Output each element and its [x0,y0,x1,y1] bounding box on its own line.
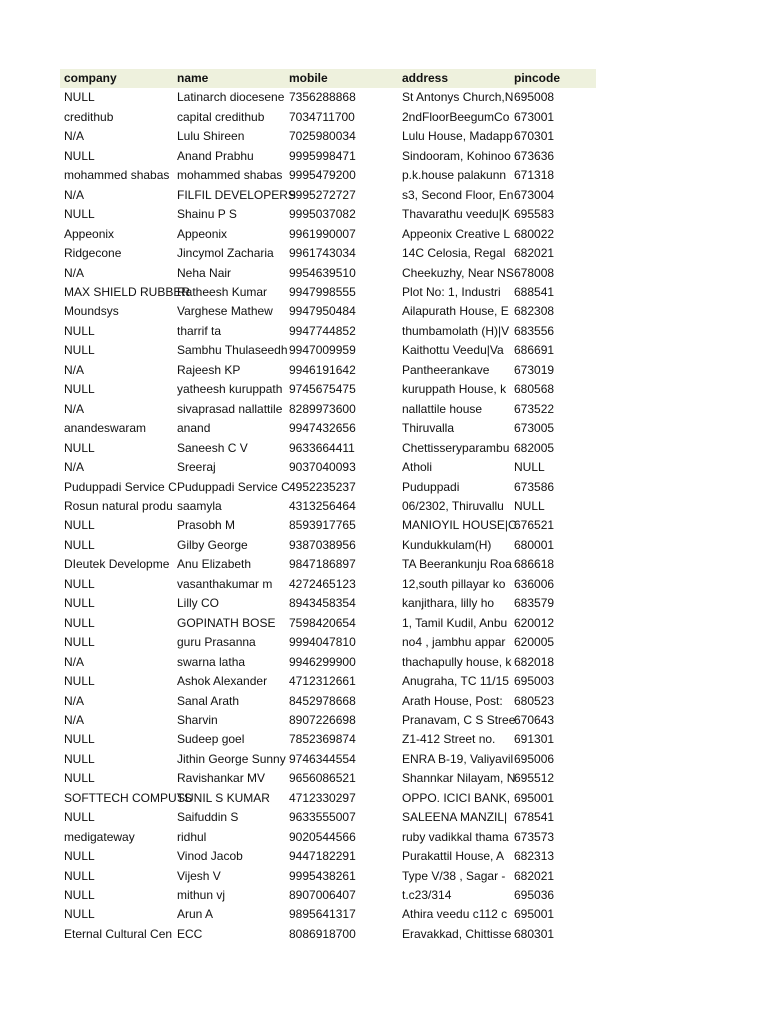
company-cell: NULL [64,440,95,455]
mobile-cell: 4272465123 [289,576,356,591]
table-row [60,186,596,205]
mobile-cell: 8907226698 [289,712,356,727]
company-cell: NULL [64,771,95,786]
pincode-cell: 673586 [514,479,555,494]
address-cell: Athira veedu c112 c [402,907,508,922]
address-cell: Shannkar Nilayam, N [402,771,516,786]
mobile-cell: 8086918700 [289,926,356,941]
name-cell: Rajeesh KP [177,362,241,377]
mobile-cell: 9947432656 [289,421,356,436]
table-row [60,925,596,944]
company-cell: NULL [64,596,95,611]
name-cell: Anand Prabhu [177,148,254,163]
address-cell: thumbamolath (H)|V [402,323,510,338]
mobile-cell: 9946191642 [289,362,356,377]
pincode-cell: 680001 [514,537,555,552]
name-cell: Sanal Arath [177,693,240,708]
pincode-cell: 636006 [514,576,555,591]
name-cell: Arun A [177,907,214,922]
pincode-cell: 688541 [514,284,555,299]
table-row [60,264,596,283]
company-cell: NULL [64,207,95,222]
company-cell: MAX SHIELD RUBBER [64,284,191,299]
mobile-cell: 7025980034 [289,129,356,144]
name-cell: Shainu P S [177,207,237,222]
mobile-cell: 9995037082 [289,207,356,222]
company-cell: SOFTTECH COMPUTS [64,790,192,805]
name-cell: mohammed shabas [177,168,283,183]
name-cell: Jithin George Sunny [177,751,286,766]
name-cell: Saifuddin S [177,810,239,825]
company-cell: Moundsys [64,304,119,319]
pincode-cell: 682018 [514,654,555,669]
pincode-cell: 673004 [514,187,555,202]
address-cell: Lulu House, Madapp [402,129,513,144]
pincode-cell: 691301 [514,732,555,747]
table-row [60,653,596,672]
name-cell: Ratheesh Kumar [177,284,268,299]
pincode-cell: 695003 [514,674,555,689]
mobile-cell: 9995272727 [289,187,356,202]
address-cell: 12,south pillayar ko [402,576,506,591]
company-cell: Puduppadi Service C [64,479,177,494]
name-cell: Ashok Alexander [177,674,268,689]
table-row [60,594,596,613]
address-cell: kanjithara, lilly ho [402,596,495,611]
mobile-cell: 9995998471 [289,148,356,163]
company-cell: NULL [64,382,95,397]
name-cell: Anu Elizabeth [177,557,252,572]
name-cell: Neha Nair [177,265,232,280]
name-cell: guru Prasanna [177,635,256,650]
column-header-mobile: mobile [289,71,328,85]
company-cell: N/A [64,129,85,144]
address-cell: p.k.house palakunn [402,168,507,183]
company-cell: Appeonix [64,226,115,241]
pincode-cell: 682021 [514,868,555,883]
column-header-address: address [402,71,449,85]
pincode-cell: 695006 [514,751,555,766]
mobile-cell: 8289973600 [289,401,356,416]
address-cell: Kaithottu Veedu|Va [402,343,504,358]
address-cell: 2ndFloorBeegumCo [402,109,510,124]
pincode-cell: 682308 [514,304,555,319]
pincode-cell: 673636 [514,148,555,163]
pincode-cell: 620005 [514,635,555,650]
company-cell: Rosun natural produ [64,498,173,513]
address-cell: 1, Tamil Kudil, Anbu [402,615,508,630]
pincode-cell: 671318 [514,168,555,183]
company-cell: NULL [64,907,95,922]
name-cell: Gilby George [177,537,248,552]
pincode-cell: 673005 [514,421,555,436]
table-row [60,575,596,594]
mobile-cell: 7356288868 [289,90,356,105]
company-cell: NULL [64,343,95,358]
table-row [60,380,596,399]
company-cell: N/A [64,362,85,377]
table-row [60,439,596,458]
address-cell: Purakattil House, A [402,849,505,864]
address-cell: no4 , jambhu appar [402,635,506,650]
name-cell: Puduppadi Service C [177,479,290,494]
address-cell: Atholi [402,460,433,475]
name-cell: Saneesh C V [177,440,248,455]
spreadsheet-table [60,69,596,944]
table-row [60,750,596,769]
pincode-cell: 673573 [514,829,555,844]
pincode-cell: NULL [514,498,545,513]
address-cell: Arath House, Post: [402,693,503,708]
pincode-cell: 620012 [514,615,555,630]
name-cell: Lilly CO [177,596,220,611]
address-cell: Cheekuzhy, Near NS [402,265,514,280]
table-row [60,322,596,341]
address-cell: MANIOYIL HOUSE|C [402,518,517,533]
company-cell: NULL [64,615,95,630]
pincode-cell: 686618 [514,557,555,572]
name-cell: GOPINATH BOSE [177,615,276,630]
mobile-cell: 9895641317 [289,907,356,922]
column-header-company: company [64,71,117,85]
address-cell: Sindooram, Kohinoo [402,148,511,163]
name-cell: Lulu Shireen [177,129,245,144]
address-cell: Puduppadi [402,479,460,494]
table-row [60,244,596,263]
company-cell: NULL [64,576,95,591]
name-cell: saamyla [177,498,222,513]
table-row [60,886,596,905]
pincode-cell: 678008 [514,265,555,280]
name-cell: Sudeep goel [177,732,245,747]
table-row [60,692,596,711]
company-cell: NULL [64,148,95,163]
company-cell: NULL [64,888,95,903]
address-cell: t.c23/314 [402,888,452,903]
address-cell: Anugraha, TC 11/15 [402,674,509,689]
mobile-cell: 9961990007 [289,226,356,241]
table-row [60,672,596,691]
address-cell: Pranavam, C S Stree [402,712,516,727]
address-cell: Appeonix Creative L [402,226,511,241]
pincode-cell: 680523 [514,693,555,708]
pincode-cell: 682313 [514,849,555,864]
mobile-cell: 9037040093 [289,460,356,475]
table-row [60,633,596,652]
name-cell: swarna latha [177,654,246,669]
pincode-cell: 682005 [514,440,555,455]
company-cell: DIeutek Developme [64,557,170,572]
name-cell: ECC [177,926,203,941]
table-row [60,711,596,730]
mobile-cell: 9961743034 [289,246,356,261]
name-cell: Appeonix [177,226,228,241]
name-cell: Latinarch diocesene [177,90,285,105]
company-cell: NULL [64,90,95,105]
company-cell: NULL [64,810,95,825]
company-cell: NULL [64,537,95,552]
mobile-cell: 9020544566 [289,829,356,844]
pincode-cell: 680301 [514,926,555,941]
mobile-cell: 8452978668 [289,693,356,708]
company-cell: medigateway [64,829,135,844]
name-cell: anand [177,421,211,436]
table-row [60,478,596,497]
company-cell: mohammed shabas [64,168,170,183]
header-row [60,69,596,88]
mobile-cell: 9995438261 [289,868,356,883]
name-cell: vasanthakumar m [177,576,273,591]
address-cell: Thiruvalla [402,421,455,436]
mobile-cell: 8593917765 [289,518,356,533]
address-cell: OPPO. ICICI BANK, [402,790,511,805]
company-cell: N/A [64,712,85,727]
table-row [60,497,596,516]
company-cell: NULL [64,323,95,338]
address-cell: Plot No: 1, Industri [402,284,501,299]
table-row [60,341,596,360]
table-row [60,828,596,847]
mobile-cell: 4712312661 [289,674,356,689]
name-cell: sivaprasad nallattile [177,401,283,416]
table-row [60,808,596,827]
mobile-cell: 9947009959 [289,343,356,358]
mobile-cell: 4313256464 [289,498,356,513]
mobile-cell: 7852369874 [289,732,356,747]
pincode-cell: 695001 [514,907,555,922]
pincode-cell: 680568 [514,382,555,397]
mobile-cell: 9947998555 [289,284,356,299]
address-cell: Chettisseryparambu [402,440,510,455]
mobile-cell: 9633664411 [289,440,355,455]
mobile-cell: 8907006407 [289,888,356,903]
table-row [60,400,596,419]
address-cell: Eravakkad, Chittisse [402,926,512,941]
name-cell: tharrif ta [177,323,222,338]
address-cell: ruby vadikkal thama [402,829,509,844]
pincode-cell: 676521 [514,518,555,533]
name-cell: FILFIL DEVELOPERS [177,187,296,202]
table-row [60,458,596,477]
company-cell: NULL [64,751,95,766]
name-cell: Vinod Jacob [177,849,243,864]
address-cell: ENRA B-19, Valiyavil [402,751,514,766]
table-row [60,205,596,224]
mobile-cell: 8943458354 [289,596,356,611]
column-header-pincode: pincode [514,71,561,85]
company-cell: anandeswaram [64,421,147,436]
pincode-cell: 682021 [514,246,555,261]
mobile-cell: 9746344554 [289,751,356,766]
table-row [60,283,596,302]
table-row [60,614,596,633]
table-row [60,867,596,886]
mobile-cell: 9995479200 [289,168,356,183]
company-cell: NULL [64,518,95,533]
mobile-cell: 9954639510 [289,265,356,280]
pincode-cell: 673001 [514,109,555,124]
table-row [60,361,596,380]
pincode-cell: 673522 [514,401,555,416]
address-cell: St Antonys Church,N [402,90,514,105]
address-cell: Z1-412 Street no. [402,732,496,747]
mobile-cell: 9947744852 [289,323,356,338]
company-cell: N/A [64,401,85,416]
pincode-cell: 683579 [514,596,555,611]
address-cell: 14C Celosia, Regal [402,246,506,261]
name-cell: Jincymol Zacharia [177,246,274,261]
company-cell: NULL [64,849,95,864]
company-cell: N/A [64,265,85,280]
table-row [60,730,596,749]
name-cell: Sreeraj [177,460,216,475]
address-cell: Type V/38 , Sagar - [402,868,506,883]
table-row [60,905,596,924]
pincode-cell: 678541 [514,810,555,825]
pincode-cell: 686691 [514,343,555,358]
address-cell: Kundukkulam(H) [402,537,492,552]
company-cell: Eternal Cultural Cen [64,926,173,941]
name-cell: Ravishankar MV [177,771,266,786]
pincode-cell: 673019 [514,362,555,377]
mobile-cell: 9447182291 [289,849,356,864]
name-cell: capital credithub [177,109,265,124]
table-row [60,789,596,808]
address-cell: 06/2302, Thiruvallu [402,498,504,513]
mobile-cell: 9656086521 [289,771,356,786]
mobile-cell: 9994047810 [289,635,356,650]
company-cell: N/A [64,693,85,708]
name-cell: SUNIL S KUMAR [177,790,270,805]
mobile-cell: 9847186897 [289,557,356,572]
pincode-cell: 695008 [514,90,555,105]
address-cell: thachapully house, k [402,654,512,669]
company-cell: Ridgecone [64,246,122,261]
pincode-cell: 695001 [514,790,555,805]
address-cell: Thavarathu veedu|K [402,207,510,222]
mobile-cell: 9633555007 [289,810,356,825]
table-row [60,127,596,146]
company-cell: N/A [64,187,85,202]
pincode-cell: 670643 [514,712,555,727]
name-cell: yatheesh kuruppath [177,382,283,397]
pincode-cell: 695512 [514,771,555,786]
mobile-cell: 9947950484 [289,304,356,319]
mobile-cell: 7034711700 [289,109,355,124]
address-cell: s3, Second Floor, En [402,187,514,202]
name-cell: Prasobh M [177,518,236,533]
mobile-cell: 4712330297 [289,790,356,805]
table-row [60,302,596,321]
company-cell: N/A [64,654,85,669]
mobile-cell: 9387038956 [289,537,356,552]
name-cell: mithun vj [177,888,226,903]
table-row [60,536,596,555]
name-cell: Vijesh V [177,868,221,883]
mobile-cell: 7598420654 [289,615,356,630]
company-cell: NULL [64,868,95,883]
name-cell: Sharvin [177,712,218,727]
address-cell: Pantheerankave [402,362,490,377]
name-cell: Varghese Mathew [177,304,273,319]
mobile-cell: 4952235237 [289,479,356,494]
table-row [60,88,596,107]
mobile-cell: 9946299900 [289,654,356,669]
table-row [60,419,596,438]
table-row [60,108,596,127]
pincode-cell: 695036 [514,888,555,903]
address-cell: kuruppath House, k [402,382,507,397]
table-row [60,166,596,185]
address-cell: Ailapurath House, E [402,304,509,319]
table-body [60,88,596,944]
company-cell: N/A [64,460,85,475]
pincode-cell: 695583 [514,207,555,222]
pincode-cell: 683556 [514,323,555,338]
company-cell: NULL [64,674,95,689]
table-row [60,147,596,166]
address-cell: SALEENA MANZIL| [402,810,508,825]
address-cell: nallattile house [402,401,483,416]
company-cell: credithub [64,109,114,124]
pincode-cell: 670301 [514,129,555,144]
table-row [60,847,596,866]
table-row [60,516,596,535]
mobile-cell: 9745675475 [289,382,356,397]
table-row [60,225,596,244]
name-cell: Sambhu Thulaseedh [177,343,288,358]
table-row [60,555,596,574]
company-cell: NULL [64,732,95,747]
table-row [60,769,596,788]
company-cell: NULL [64,635,95,650]
pincode-cell: 680022 [514,226,555,241]
address-cell: TA Beerankunju Roa [402,557,512,572]
pincode-cell: NULL [514,460,545,475]
column-header-name: name [177,71,209,85]
name-cell: ridhul [177,829,207,844]
